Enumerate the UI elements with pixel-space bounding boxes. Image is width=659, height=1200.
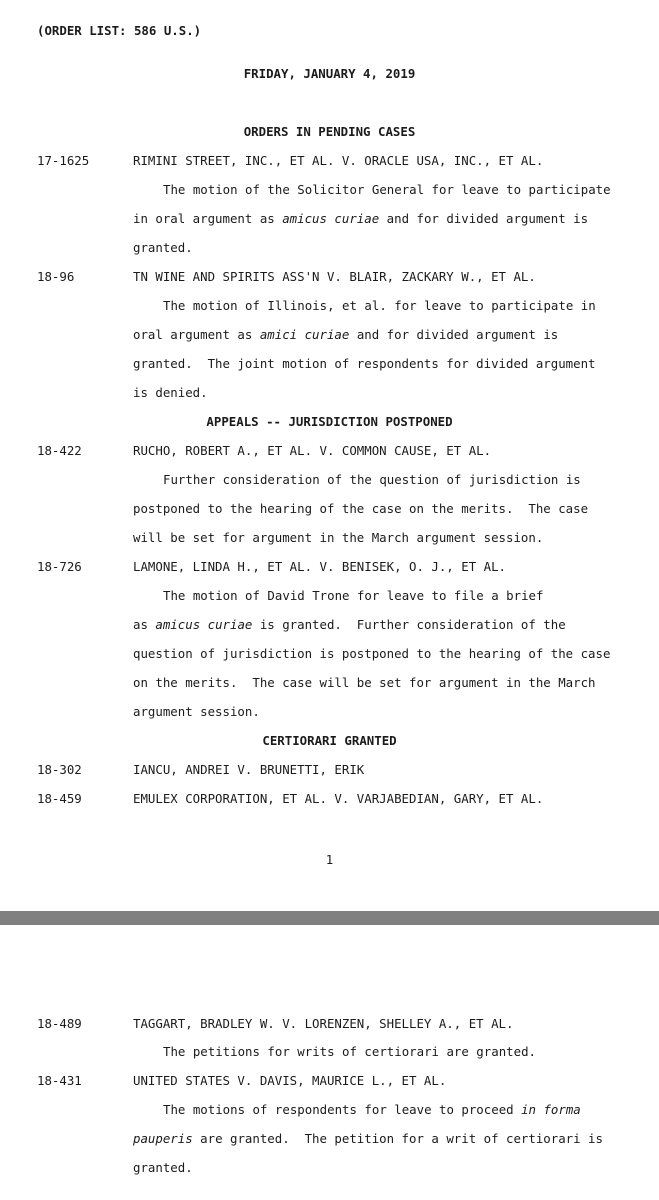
docket-number: 18-459	[37, 791, 82, 806]
order-text: as amicus curiae is granted. Further consideration of the	[133, 617, 566, 632]
case-caption: EMULEX CORPORATION, ET AL. V. VARJABEDIAN, GARY, ET AL.	[133, 791, 544, 806]
order-text: The motions of respondents for leave to proceed in forma	[163, 1102, 581, 1117]
order-text: The petitions for writs of certiorari are granted.	[163, 1044, 536, 1059]
order-text: The motion of Illinois, et al. for leave to participate in	[163, 298, 596, 313]
section-heading-cert: CERTIORARI GRANTED	[262, 733, 397, 748]
order-text: on the merits. The case will be set for argument in the March	[133, 675, 596, 690]
order-text: will be set for argument in the March argument session.	[133, 530, 544, 545]
order-text: pauperis are granted. The petition for a writ of certiorari is	[133, 1131, 603, 1146]
order-text: postponed to the hearing of the case on the merits. The case	[133, 501, 589, 516]
latin-term: in forma	[521, 1102, 581, 1117]
page-number: 1	[325, 852, 334, 867]
docket-number: 17-1625	[37, 153, 90, 168]
order-text: question of jurisdiction is postponed to the hearing of the case	[133, 646, 611, 661]
order-text: The motion of David Trone for leave to file a brief	[163, 588, 544, 603]
docket-number: 18-431	[37, 1073, 82, 1088]
case-caption: TN WINE AND SPIRITS ASS'N V. BLAIR, ZACKARY W., ET AL.	[133, 269, 536, 284]
latin-term: pauperis	[133, 1131, 193, 1146]
order-text: granted. The joint motion of respondents for divided argument	[133, 356, 596, 371]
order-text: The motion of the Solicitor General for leave to participate	[163, 182, 611, 197]
section-heading-pending: ORDERS IN PENDING CASES	[243, 124, 416, 139]
case-caption: RIMINI STREET, INC., ET AL. V. ORACLE USA, INC., ET AL.	[133, 153, 544, 168]
docket-number: 18-726	[37, 559, 82, 574]
docket-number: 18-489	[37, 1016, 82, 1031]
case-caption: TAGGART, BRADLEY W. V. LORENZEN, SHELLEY A., ET AL.	[133, 1016, 514, 1031]
docket-number: 18-422	[37, 443, 82, 458]
latin-term: amici curiae	[259, 327, 350, 342]
case-caption: RUCHO, ROBERT A., ET AL. V. COMMON CAUSE, ET AL.	[133, 443, 492, 458]
latin-term: amicus curiae	[282, 211, 380, 226]
section-heading-appeals: APPEALS -- JURISDICTION POSTPONED	[206, 414, 453, 429]
order-list-header: (ORDER LIST: 586 U.S.)	[37, 23, 202, 38]
case-caption: IANCU, ANDREI V. BRUNETTI, ERIK	[133, 762, 365, 777]
case-caption: LAMONE, LINDA H., ET AL. V. BENISEK, O. J., ET AL.	[133, 559, 506, 574]
order-text: in oral argument as amicus curiae and for divided argument is	[133, 211, 589, 226]
document-page-2	[0, 925, 659, 1200]
case-caption: UNITED STATES V. DAVIS, MAURICE L., ET AL.	[133, 1073, 447, 1088]
page-separator	[0, 911, 659, 925]
order-text: granted.	[133, 1160, 193, 1175]
order-text: granted.	[133, 240, 193, 255]
order-text: argument session.	[133, 704, 260, 719]
latin-term: amicus curiae	[155, 617, 253, 632]
order-text: Further consideration of the question of jurisdiction is	[163, 472, 581, 487]
order-date: FRIDAY, JANUARY 4, 2019	[243, 66, 416, 81]
order-text: oral argument as amici curiae and for divided argument is	[133, 327, 559, 342]
docket-number: 18-302	[37, 762, 82, 777]
order-text: is denied.	[133, 385, 208, 400]
docket-number: 18-96	[37, 269, 75, 284]
